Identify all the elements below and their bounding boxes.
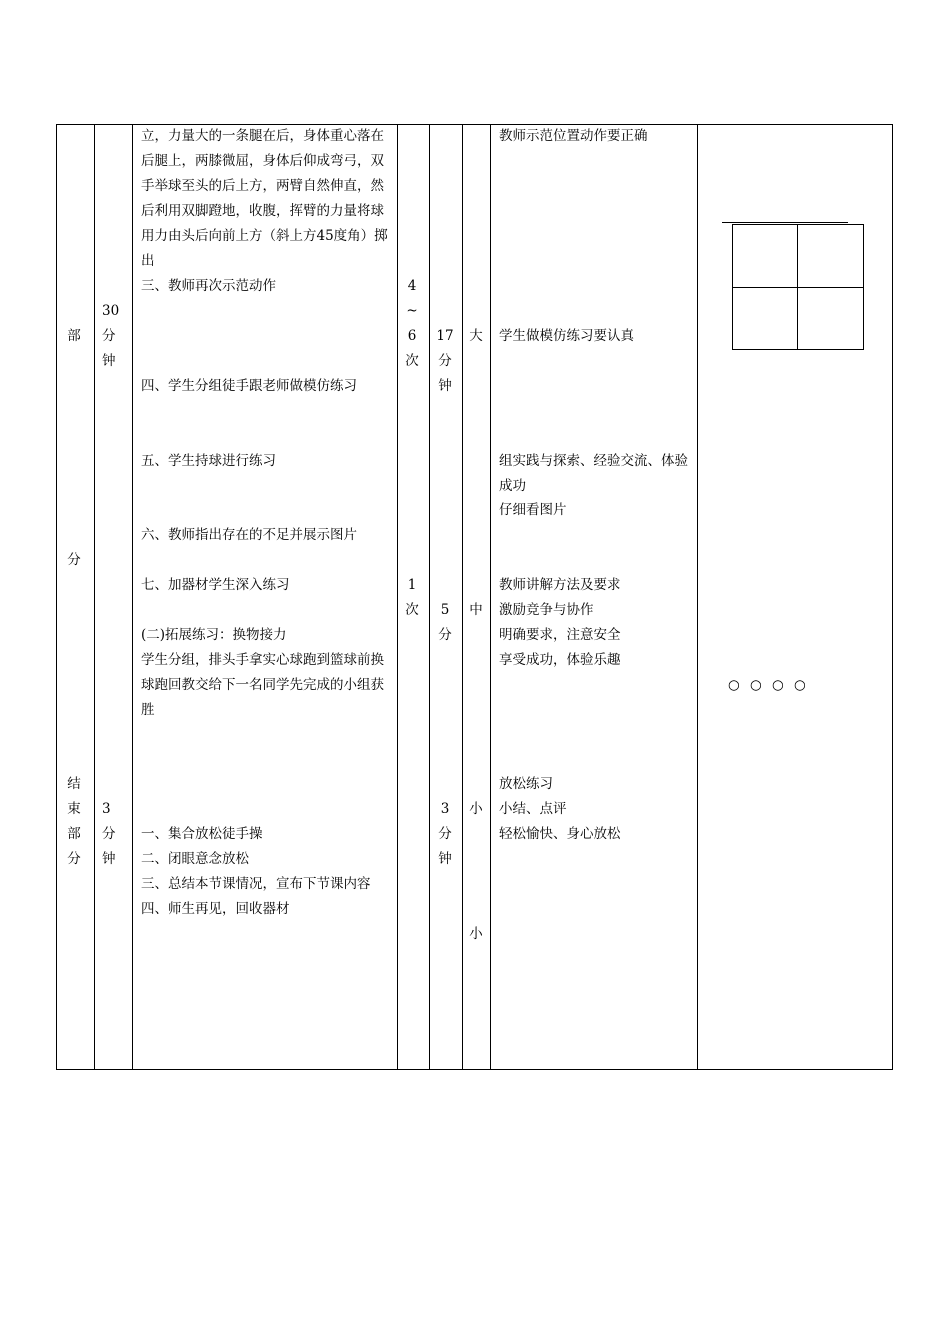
duration-unit: 分 (438, 353, 452, 369)
time-unit: 钟 (102, 851, 116, 867)
end-step: 二、闭眼意念放松 (141, 851, 249, 867)
requirement-text: 明确要求，注意安全 (499, 627, 621, 643)
requirement-text: 组实践与探索、经验交流、体验成功 (499, 453, 688, 494)
circle-icon: ○ (772, 677, 784, 693)
column-divider (429, 125, 430, 1069)
content-paragraph: 立，力量大的一条腿在后，身体重心落在后腿上，两膝微屈，身体后仰成弯弓，双手举球至头的后上方，两臂自然伸直，然后利用双脚蹬地，收腹，挥臂的力量将球用力由头后向前上方（斜上方45度角）掷出 (141, 128, 388, 269)
requirement-text: 轻松愉快、身心放松 (499, 826, 621, 842)
content-step: 七、加器材学生深入练习 (141, 577, 290, 593)
requirement-text: 学生做模仿练习要认真 (499, 328, 634, 344)
reps-unit: 次 (405, 353, 419, 369)
intensity-level: 大 (469, 328, 483, 344)
column-divider (490, 125, 491, 1069)
extension-body: 学生分组，排头手拿实心球跑到篮球前换球跑回教交给下一名同学先完成的小组获胜 (141, 652, 384, 718)
content-step: 六、教师指出存在的不足并展示图片 (141, 527, 357, 543)
time-value: 30 (102, 303, 120, 319)
duration-unit: 分 (438, 627, 452, 643)
formation-row (726, 474, 785, 499)
requirement-text: 享受成功，体验乐趣 (499, 652, 621, 668)
circle-icon: ○ (728, 677, 740, 693)
reps-value: 6 (407, 328, 417, 344)
end-step: 一、集合放松徒手操 (141, 826, 263, 842)
section-label-char: 部 (67, 826, 81, 842)
column-divider (697, 125, 698, 1069)
time-unit: 分 (102, 826, 116, 842)
column-divider (132, 125, 133, 1069)
end-step: 三、总结本节课情况，宣布下节课内容 (141, 876, 371, 892)
content-step: 五、学生持球进行练习 (141, 453, 276, 469)
court-grid-horizontal (733, 287, 863, 288)
requirement-text: 教师讲解方法及要求 (499, 577, 621, 593)
formation-row (726, 523, 785, 548)
extension-title: (二)拓展练习：换物接力 (141, 627, 287, 643)
end-step: 四、师生再见，回收器材 (141, 901, 290, 917)
intensity-level: 小 (469, 926, 483, 942)
section-label-char: 分 (67, 851, 81, 867)
requirement-text: 仔细看图片 (499, 502, 567, 518)
section-label-char: 束 (67, 801, 81, 817)
diagram-top-line (722, 222, 848, 223)
circle-icon: ○ (794, 677, 806, 693)
formation-row (726, 498, 785, 523)
intensity-level: 中 (469, 602, 483, 618)
reps-value: 4 (407, 278, 417, 294)
content-step: 三、教师再次示范动作 (141, 278, 276, 294)
time-unit: 分 (102, 328, 116, 344)
formation-row (726, 449, 785, 474)
court-grid (732, 224, 864, 350)
formation-row (726, 548, 785, 573)
duration-unit: 钟 (438, 851, 452, 867)
section-label-char: 分 (67, 552, 81, 568)
circle-icon: ○ (750, 677, 762, 693)
requirement-text: 小结、点评 (499, 801, 567, 817)
reps-value: ~ (406, 303, 418, 319)
time-value: 3 (102, 801, 111, 817)
duration-value: 5 (440, 602, 450, 618)
section-label-char: 结 (67, 776, 81, 792)
requirement-text: 激励竞争与协作 (499, 602, 594, 618)
time-unit: 钟 (102, 353, 116, 369)
duration-value: 3 (440, 801, 450, 817)
section-label-char: 部 (67, 328, 81, 344)
intensity-level: 小 (469, 801, 483, 817)
requirement-text: 放松练习 (499, 776, 553, 792)
duration-unit: 钟 (438, 378, 452, 394)
duration-unit: 分 (438, 826, 452, 842)
duration-value: 17 (436, 328, 454, 344)
column-divider (94, 125, 95, 1069)
reps-unit: 次 (405, 602, 419, 618)
content-step: 四、学生分组徒手跟老师做模仿练习 (141, 378, 357, 394)
reps-value: 1 (407, 577, 417, 593)
requirement-text: 教师示范位置动作要正确 (499, 128, 648, 144)
